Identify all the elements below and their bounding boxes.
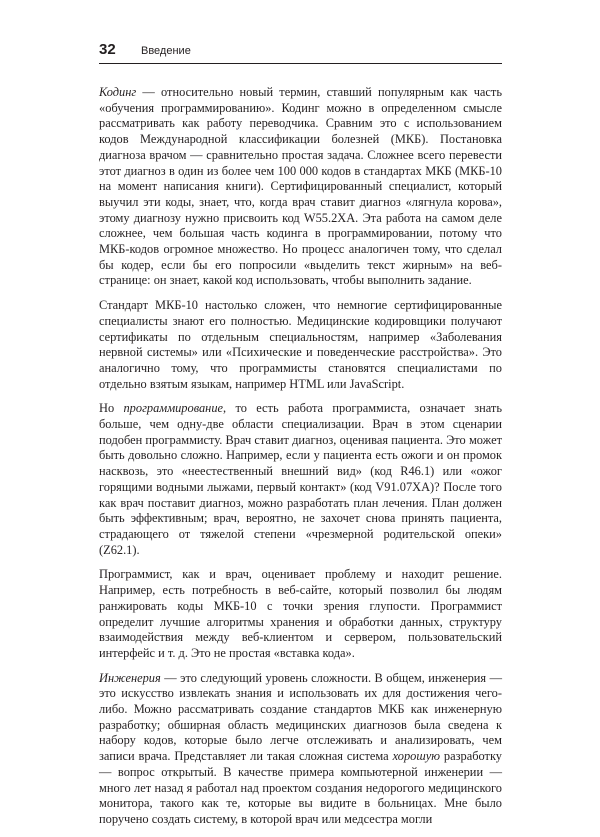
paragraph-text: Программист, как и врач, оценивает проблему и находит решение. Например, есть потребность в веб-сайте, который позволил бы людям ранжировать коды МКБ-10 с точки зрения глупости. Программист определит лучшие алгоритмы хранения и обработки данных, структуру взаимодействия между веб-клиентом и сервером, пользовательский интерфейс и т. д. Это не простая «вставка кода».	[99, 567, 502, 660]
paragraph-programming	[99, 401, 502, 558]
term-good: хорошую	[392, 749, 440, 764]
paragraph-engineering	[99, 671, 502, 828]
paragraph-text: — относительно новый термин, ставший популярным как часть «обучения программированию». Кодинг можно в определенном смысле рассматривать как работу переводчика. Сравним это с использованием кодов Международной классификации болезней (МКБ). Постановка диагноза врачом — сравнительно простая задача. Сложнее всего перевести этот диагноз в один из более чем 100 000 кодов в стандартах МКБ (МКБ-10 на момент написания книги). Сертифицированный специалист, который выучил эти коды, знает, что, когда врач ставит диагноз «лягнула корова», этому диагнозу нужно присвоить код W55.2XA. Эта работа на самом деле сложнее, чем большая часть кодинга в программировании, потому что МКБ-кодов огромное множество. Но процесс аналогичен тому, что сделал бы кодер, если бы его попросили «выделить текст жирным» на веб-странице: он знает, какой код использовать, чтобы выполнить задание.	[99, 85, 502, 288]
section-title: Введение	[141, 45, 191, 57]
paragraph-text: — это следующий уровень сложности. В общем, инженерия — это искусство извлекать знания и использовать их для достижения чего-либо. Можно рассматривать создание стандартов МКБ как инженерную разработку; обширная область медицинских диагнозов была сведена к набору кодов, которые было легче отслеживать и анализировать, чем записи врача. Представляет ли такая сложная система	[99, 670, 502, 764]
paragraph-text-continued: разработку — вопрос открытый. В качестве примера компьютерной инженерии — много лет назад я работал над проектом создания недорогого медицинского монитора, такого как те, которые вы видите в больницах. Мне было поручено создать систему, в которой врач или медсестра могли	[99, 749, 502, 826]
paragraph-text: Стандарт МКБ-10 настолько сложен, что немногие сертифицированные специалисты знают его полностью. Медицинские кодировщики получают сертификаты по отдельным специальностям, например «Заболевания нервной системы» или «Психические и поведенческие расстройства». Это аналогично тому, что программисты становятся специалистами по отдельно взятым языкам, например HTML или JavaScript.	[99, 298, 502, 391]
paragraph-coding	[99, 85, 502, 289]
term-coding: Кодинг	[99, 85, 137, 99]
page-number: 32	[99, 41, 116, 58]
term-engineering: Инженерия	[99, 670, 161, 685]
term-programming: программирование	[123, 401, 224, 416]
body-text	[99, 85, 502, 837]
running-header	[99, 41, 502, 64]
paragraph-programmer	[99, 567, 502, 661]
paragraph-text: , то есть работа программиста, означает знать больше, чем одну-две области специализации. Врач в этом сценарии подобен программисту. Врач ставит диагноз, оценивая пациента. Это может быть довольно сложно. Например, если у пациента есть ожоги и он промок насквозь, это «неестественный внешний вид» (код R46.1) или «ожог горящими водными лыжами, первый контакт» (код V91.07XA)? После того как врач поставит диагноз, можно разработать план лечения. План должен быть эффективным; врач, вероятно, не захочет снова принять пациента, страдающего от тяжелой степени «чрезмерной родительской опеки» (Z62.1).	[99, 401, 502, 557]
paragraph-icd-standard	[99, 298, 502, 392]
paragraph-lead: Но	[99, 401, 124, 416]
